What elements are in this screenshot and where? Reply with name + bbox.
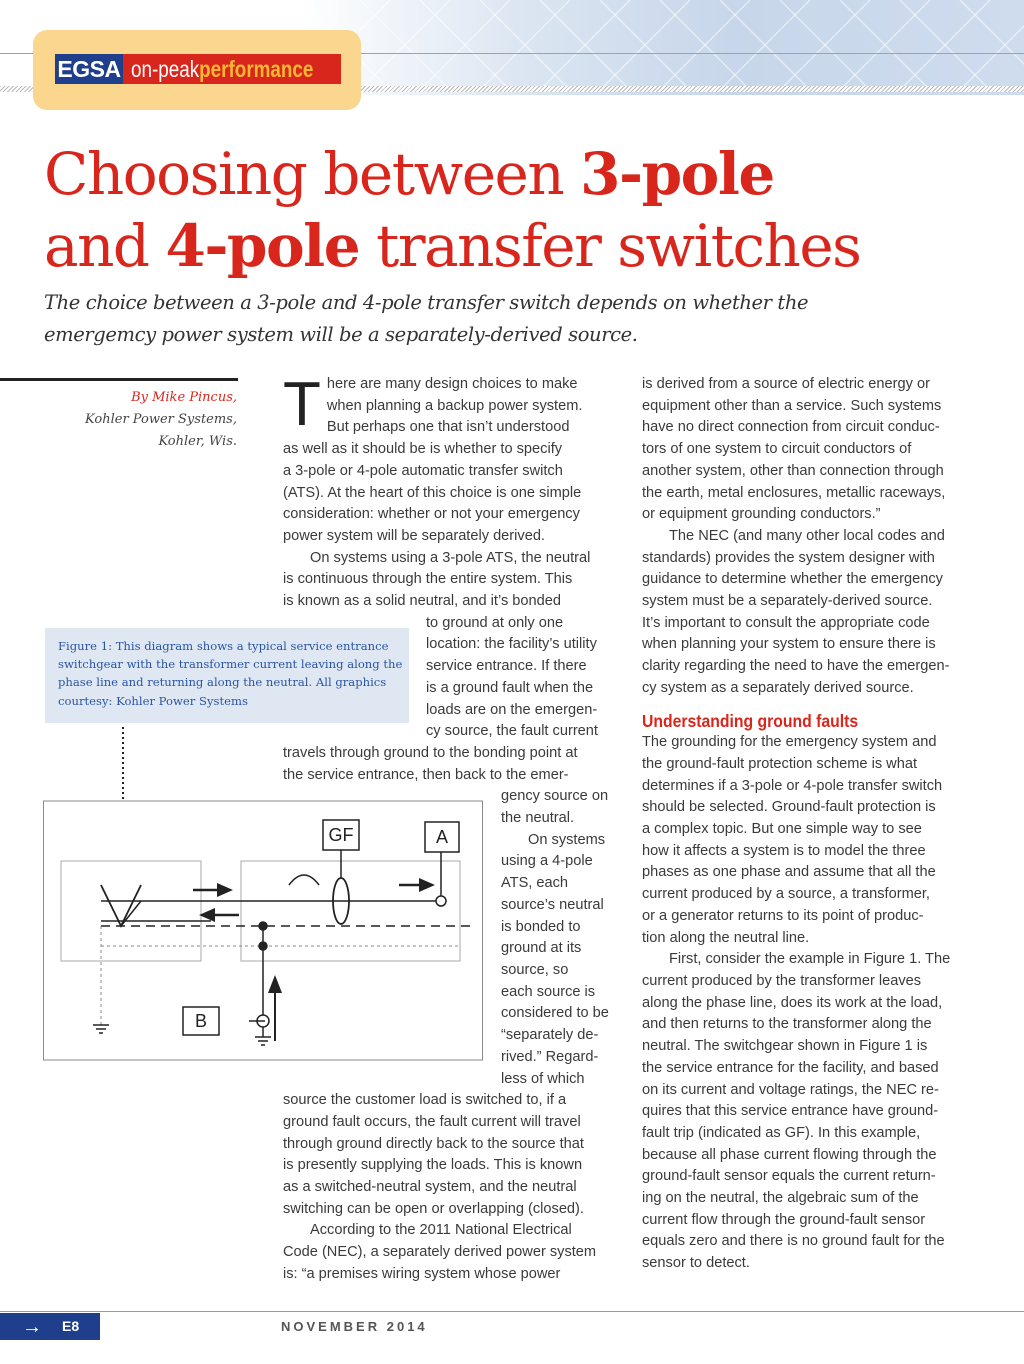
text-line: rived.” Regard- — [501, 1048, 599, 1065]
section-heading: Understanding ground faults — [642, 710, 859, 731]
paragraph-8 — [642, 949, 992, 1275]
section-spacer — [642, 700, 992, 711]
byline-company: Kohler Power Systems, — [85, 412, 237, 427]
tagline-part2: performance — [199, 56, 314, 82]
text-line: along the phase line, does its work at the load, — [642, 994, 943, 1011]
text-line: travels through ground to the bonding point at — [283, 744, 578, 761]
text-line: service entrance. If there — [426, 658, 587, 675]
text-line: because all phase current flowing through the — [642, 1146, 937, 1163]
text-line: “separately de- — [501, 1027, 599, 1044]
text-line: cy system as a separately derived source. — [642, 679, 914, 696]
article-title — [44, 138, 984, 282]
text-line: neutral. The switchgear shown in Figure 1 is — [642, 1038, 928, 1055]
title-bold: 3-pole — [580, 140, 774, 208]
title-line-1 — [44, 138, 984, 210]
text-line: is known as a solid neutral, and it’s bonded — [283, 593, 562, 610]
text-line: guidance to determine whether the emergency — [642, 571, 943, 588]
text-line: clarity regarding the need to have the emergen- — [642, 658, 950, 675]
text-line: determines if a 3-pole or 4-pole transfer switch — [642, 777, 943, 794]
header-lattice-pattern — [300, 0, 1024, 90]
text-line: another system, other than connection through — [642, 462, 944, 479]
text-line: switching can be open or overlapping (closed). — [283, 1200, 584, 1217]
text-line: gency source on — [501, 788, 609, 805]
paragraph-6 — [642, 526, 992, 700]
text-line: how it affects a system is to model the three — [642, 842, 926, 859]
paragraph-5 — [642, 374, 992, 526]
text-line: is: “a premises wiring system whose power — [283, 1265, 561, 1282]
text-line: sensor to detect. — [642, 1255, 750, 1272]
deck-line: emergemcy power system will be a separately-derived source. — [44, 323, 638, 346]
text-line: source the customer load is switched to, if a — [283, 1092, 567, 1109]
byline-rule — [0, 378, 238, 381]
text-line: On systems — [528, 831, 606, 848]
text-line: ground fault occurs, the fault current will travel — [283, 1113, 581, 1130]
text-line: current flow through the ground-fault sensor — [642, 1211, 926, 1228]
text-line: (ATS). At the heart of this choice is one simple — [283, 484, 582, 501]
paragraph-3 — [283, 1090, 628, 1220]
label-a: A — [435, 827, 449, 847]
brand-logo: EGSA — [55, 54, 123, 84]
paragraph-7 — [642, 732, 992, 949]
text-line: loads are on the emergen- — [426, 701, 598, 718]
text-line: when planning your system to ensure there is — [642, 636, 936, 653]
text-line: fault trip (indicated as GF). In this example, — [642, 1124, 921, 1141]
text-line: According to the 2011 National Electrical — [310, 1222, 572, 1239]
text-line: on its current and voltage ratings, the NEC re- — [642, 1081, 939, 1098]
text-line: system must be a separately-derived source. — [642, 593, 933, 610]
title-bold: 4-pole — [165, 212, 360, 280]
title-text: and — [44, 212, 166, 280]
text-line: is presently supplying the loads. This is known — [283, 1157, 583, 1174]
text-line: ground-fault sensor equals the current return- — [642, 1168, 936, 1185]
figure-caption: Figure 1: This diagram shows a typical service entrance switchgear with the transformer current leaving along the phase line and returning along the neutral. All graphics courtesy: Kohler Power Systems — [58, 639, 403, 708]
text-line: Code (NEC), a separately derived power system — [283, 1244, 597, 1261]
text-line: ATS, each — [501, 875, 569, 892]
text-line: or equipment grounding conductors.” — [642, 506, 881, 523]
wrap-around-diagram — [283, 786, 628, 1090]
text-line: phases as one phase and assume that all the — [642, 864, 936, 881]
text-line: when planning a backup power system. — [326, 397, 583, 414]
title-text: Choosing between — [44, 140, 581, 208]
b-label-box — [183, 1007, 219, 1035]
text-line: to ground at only one — [426, 614, 564, 631]
text-line: or a generator returns to its point of produc- — [642, 907, 924, 924]
text-line: The NEC (and many other local codes and — [669, 527, 945, 544]
paragraph-2 — [283, 548, 628, 787]
title-text: transfer switches — [359, 212, 861, 280]
byline — [40, 387, 237, 453]
text-line: and then returns to the transformer along the — [642, 1016, 932, 1033]
text-line: equipment other than a service. Such systems — [642, 397, 942, 414]
text-line: as well as it should be is whether to specify — [283, 441, 563, 458]
text-line: is continuous through the entire system. This — [283, 571, 573, 588]
text-line: equals zero and there is no ground fault for the — [642, 1233, 945, 1250]
text-line: source, so — [501, 961, 569, 978]
text-line: less of which — [501, 1070, 585, 1087]
text-line: quires that this service entrance have ground- — [642, 1103, 939, 1120]
text-line: is bonded to — [501, 918, 581, 935]
text-line: tion along the neutral line. — [642, 929, 810, 946]
text-line: each source is — [501, 983, 596, 1000]
text-line: consideration: whether or not your emergency — [283, 506, 580, 523]
text-line: the ground-fault protection scheme is what — [642, 755, 918, 772]
text-line: the service entrance for the facility, and based — [642, 1059, 939, 1076]
text-line: here are many design choices to make — [326, 376, 578, 392]
text-line: should be selected. Ground-fault protection is — [642, 799, 936, 816]
text-line: location: the facility’s utility — [426, 636, 597, 653]
text-line: a 3-pole or 4-pole automatic transfer switch — [283, 462, 563, 479]
text-line: But perhaps one that isn’t understood — [326, 419, 570, 436]
article-column-2 — [642, 374, 992, 1275]
text-line: through ground directly back to the source that — [283, 1135, 584, 1152]
label-gf: GF — [328, 825, 354, 845]
text-line: considered to be — [501, 1005, 609, 1022]
text-line: the earth, metal enclosures, metallic raceways, — [642, 484, 946, 501]
drop-cap: T — [283, 370, 321, 439]
wrap-around-caption — [283, 613, 628, 743]
text-line: as a switched-neutral system, and the neutral — [283, 1179, 577, 1196]
text-line: On systems using a 3-pole ATS, the neutral — [310, 549, 591, 566]
text-line: source’s neutral — [501, 896, 604, 913]
label-b: B — [194, 1011, 208, 1031]
text-line: ing on the neutral, the algebraic sum of the — [642, 1190, 919, 1207]
text-line: current produced by the transformer leaves — [642, 972, 922, 989]
footer-page-box — [0, 1313, 100, 1340]
text-line: First, consider the example in Figure 1. The — [669, 951, 951, 968]
text-line: is a ground fault when the — [426, 679, 594, 696]
tagline-part1: on-peak — [131, 56, 200, 82]
text-line: ground at its — [501, 940, 582, 957]
text-line: using a 4-pole — [501, 853, 593, 870]
page-number: E8 — [62, 1318, 80, 1334]
byline-location: Kohler, Wis. — [158, 434, 237, 449]
article-deck — [44, 287, 1004, 351]
text-line: a complex topic. But one simple way to see — [642, 821, 922, 838]
text-line: the service entrance, then back to the emer- — [283, 766, 569, 783]
title-line-2 — [44, 210, 984, 282]
byline-author: By Mike Pincus, — [131, 390, 237, 405]
text-line: cy source, the fault current — [426, 723, 598, 740]
deck-line: The choice between a 3-pole and 4-pole transfer switch depends on whether the — [44, 291, 809, 314]
article-column-1 — [283, 370, 628, 1286]
issue-date: NOVEMBER 2014 — [281, 1319, 428, 1334]
footer-rule — [0, 1311, 1024, 1312]
text-line: is derived from a source of electric energy or — [642, 376, 930, 392]
text-line: have no direct connection from circuit conduc- — [642, 419, 940, 436]
paragraph-1 — [283, 370, 628, 548]
text-line: standards) provides the system designer with — [642, 549, 935, 566]
text-line: power system will be separately derived. — [283, 527, 545, 544]
section-tagline — [131, 54, 313, 84]
arrow-right-icon: → — [22, 1316, 42, 1338]
text-line: tors of one system to circuit conductors of — [642, 441, 912, 458]
text-line: The grounding for the emergency system and — [642, 734, 937, 751]
text-line: the neutral. — [501, 810, 575, 827]
text-line: It’s important to consult the appropriate code — [642, 614, 930, 631]
text-line: current produced by a source, a transformer, — [642, 886, 930, 903]
paragraph-4 — [283, 1220, 628, 1285]
